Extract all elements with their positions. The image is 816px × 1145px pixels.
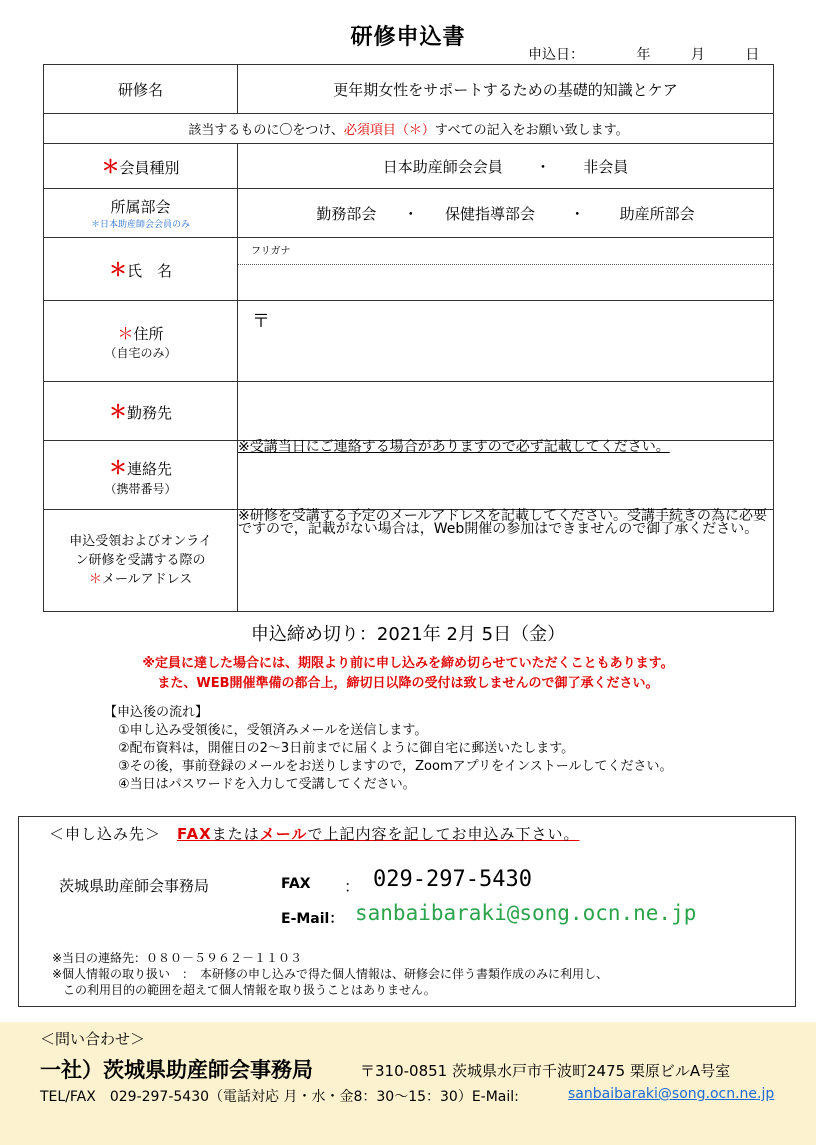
fax-colon: ：: [344, 877, 361, 896]
privacy-note-cont: この利用目的の範囲を超えて個人情報を取り扱うことはありません。: [63, 983, 436, 997]
email-address[interactable]: sanbaibaraki@song.ocn.ne.jp: [355, 901, 697, 925]
member-type-label: ＊会員種別: [44, 144, 238, 189]
dept-note: ＊日本助産師会会員のみ: [90, 220, 190, 230]
address-label: ＊住所 （自宅のみ）: [44, 301, 238, 382]
workplace-field[interactable]: [238, 382, 774, 441]
workplace-label: ＊勤務先: [44, 382, 238, 441]
warning-2: また、WEB開催準備の都合上，締切日以降の受付は致しませんので御了承ください。: [157, 676, 659, 691]
dept-options[interactable]: [238, 189, 774, 238]
member-type-options[interactable]: [238, 144, 774, 189]
footer: [0, 1022, 816, 1145]
contact-hint: ※受講当日にご連絡する場合がありますので必ず記載してください。: [238, 439, 670, 455]
instruction-required: 必須項目（＊）: [343, 123, 435, 138]
email-field[interactable]: [238, 510, 774, 612]
post-application-flow: [104, 704, 672, 794]
date-year: 年: [636, 47, 651, 63]
inquiry-heading: ＜問い合わせ＞: [40, 1030, 146, 1048]
privacy-note: ※個人情報の取り扱い ： 本研修の申し込みで得た個人情報は、研修会に伴う書類作成のみに利用し、: [52, 967, 609, 981]
application-form: [43, 64, 774, 612]
email-label: E-Mail：: [281, 911, 344, 927]
name-label: ＊氏 名: [44, 238, 238, 301]
office-address: 〒310-0851 茨城県水戸市千波町2475 栗原ビルA号室: [360, 1062, 731, 1080]
separator: ・: [569, 204, 585, 223]
email-label-line2: ン研修を受講する際の: [75, 553, 206, 568]
flow-step: ①申し込み受領後に，受領済みメールを送信します。: [118, 723, 428, 738]
fax-word: FAX: [177, 825, 212, 843]
address-note: （自宅のみ）: [104, 346, 177, 360]
option-non-member[interactable]: 非会員: [583, 157, 629, 176]
submission-box: [18, 816, 796, 1007]
mail-word: メール: [259, 825, 308, 843]
email-label-line3: メールアドレス: [101, 572, 193, 587]
date-day: 日: [745, 47, 760, 63]
contact-label: ＊連絡先 （携帯番号）: [44, 441, 238, 510]
date-month: 月: [690, 47, 705, 63]
application-date: [528, 44, 759, 64]
fax-number: 029-297-5430: [373, 867, 532, 892]
furigana-label: フリガナ: [238, 238, 773, 265]
address-field[interactable]: [238, 301, 774, 382]
email-label-line1: 申込受領およびオンライ: [69, 534, 212, 549]
option-work-dept[interactable]: 勤務部会: [316, 204, 377, 223]
postal-mark: 〒: [252, 311, 270, 332]
email-label: 申込受領およびオンライ ン研修を受講する際の ＊メールアドレス: [44, 510, 238, 612]
dept-label: [44, 189, 238, 238]
or-word: または: [211, 825, 260, 843]
separator: ・: [535, 157, 551, 176]
flow-step: ②配布資料は，開催日の2～3日前までに届くように御自宅に郵送いたします。: [118, 741, 575, 756]
instruction-row: [44, 114, 774, 144]
fax-label: FAX: [281, 876, 311, 892]
contact-note: （携帯番号）: [104, 481, 177, 496]
warning-1: ※定員に達した場合には、期限より前に申し込みを締め切らせていただくこともあります。: [142, 656, 674, 671]
instruction-pre: 該当するものに〇をつけ、: [188, 123, 344, 138]
submission-heading-pre: ＜申し込み先＞: [49, 825, 178, 843]
email-hint: ※研修を受講する予定のメールアドレスを記載してください。受講手続きの為に必要ですので，記載がない場合は，Web開催の参加はできませんので御了承ください。: [238, 508, 768, 537]
contact-field[interactable]: [238, 441, 774, 510]
option-member[interactable]: 日本助産師会会員: [382, 157, 503, 176]
office-tel: TEL/FAX 029-297-5430（電話対応 月・水・金8：30～15：30）E-Mail:: [40, 1089, 519, 1105]
day-contact-note: ※当日の連絡先：０８０－５９６２－１１０３: [52, 951, 303, 965]
option-health-dept[interactable]: 保健指導部会: [444, 204, 535, 223]
office-name: 一社）茨城県助産師会事務局: [40, 1058, 313, 1082]
flow-heading: 【申込後の流れ】: [104, 705, 209, 720]
dept-label-text: 所属部会: [110, 198, 171, 216]
instruction-post: すべての記入をお願い致します。: [434, 123, 629, 138]
course-name: 更年期女性をサポートするための基礎的知識とケア: [238, 65, 774, 114]
submission-heading: [49, 823, 579, 844]
separator: ・: [403, 204, 419, 223]
office-name: 茨城県助産師会事務局: [59, 877, 210, 895]
office-email[interactable]: sanbaibaraki@song.ocn.ne.jp: [568, 1086, 775, 1102]
flow-step: ④当日はパスワードを入力して受講してください。: [118, 777, 416, 792]
date-label: 申込日：: [528, 47, 584, 63]
page-title: 研修申込書: [350, 25, 466, 50]
flow-step: ③その後，事前登録のメールをお送りしますので，Zoomアプリをインストールしてください。: [118, 759, 673, 774]
submission-heading-post: で上記内容を記してお申込み下さい。: [307, 825, 580, 843]
deadline: 申込締め切り：2021年 2月 5日（金）: [250, 624, 566, 645]
option-midwifery-dept[interactable]: 助産所部会: [619, 204, 695, 223]
name-field[interactable]: [238, 238, 774, 301]
course-label: 研修名: [44, 65, 238, 114]
